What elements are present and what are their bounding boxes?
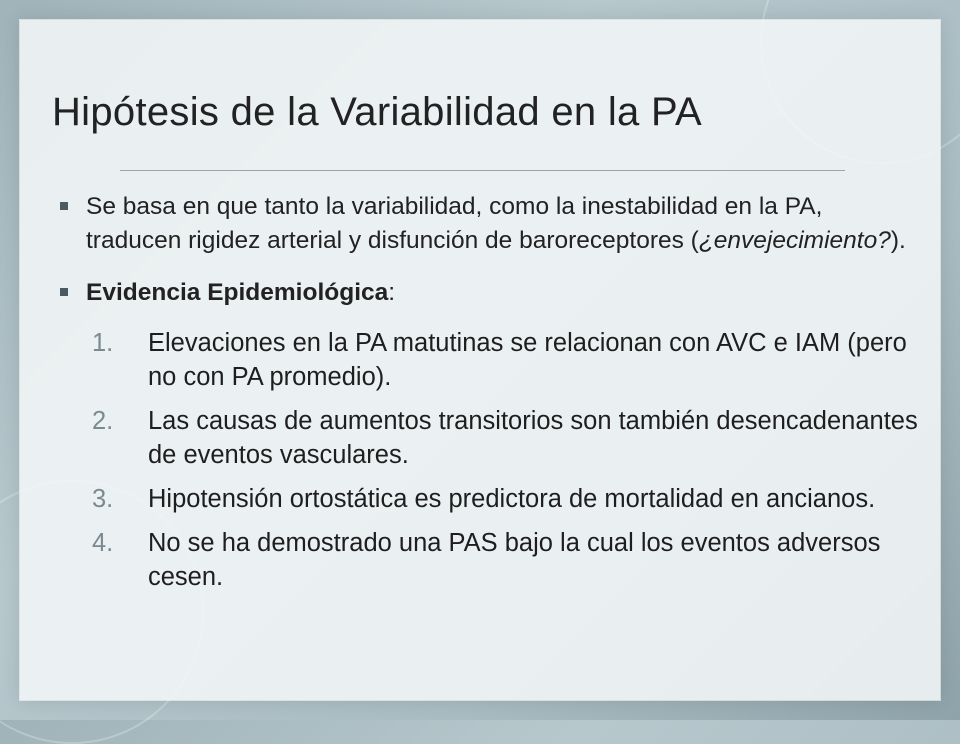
bullet-italic-text: ¿envejecimiento? bbox=[698, 227, 891, 254]
list-number: 2. bbox=[92, 407, 114, 435]
list-item bbox=[92, 404, 920, 472]
slide-content bbox=[60, 190, 920, 594]
numbered-list bbox=[92, 326, 920, 594]
list-number: 1. bbox=[92, 329, 114, 357]
bullet-colon: : bbox=[388, 279, 396, 306]
list-item bbox=[92, 326, 920, 394]
list-item-text: No se ha demostrado una PAS bajo la cual los eventos adversos cesen. bbox=[148, 529, 881, 591]
title-divider bbox=[120, 170, 845, 171]
square-bullet-icon bbox=[60, 288, 68, 296]
list-item bbox=[92, 482, 920, 516]
list-number: 4. bbox=[92, 529, 114, 557]
list-item-text: Elevaciones en la PA matutinas se relacionan con AVC e IAM (pero no con PA promedio). bbox=[148, 329, 907, 391]
list-number: 3. bbox=[92, 485, 114, 513]
slide-title: Hipótesis de la Variabilidad en la PA bbox=[52, 90, 702, 134]
list-item-text: Hipotensión ortostática es predictora de mortalidad en ancianos. bbox=[148, 485, 876, 513]
bullet-heading: Evidencia Epidemiológica bbox=[86, 279, 389, 306]
bullet-item bbox=[60, 276, 920, 310]
list-item-text: Las causas de aumentos transitorios son también desencadenantes de eventos vasculares. bbox=[148, 407, 918, 469]
list-item bbox=[92, 526, 920, 594]
bullet-item bbox=[60, 190, 920, 258]
bullet-text: Se basa en que tanto la variabilidad, como la inestabilidad en la PA, traducen rigidez arterial y disfunción de baroreceptores ( bbox=[86, 193, 823, 254]
slide-panel bbox=[20, 20, 940, 700]
square-bullet-icon bbox=[60, 202, 68, 210]
bullet-text-end: ). bbox=[890, 227, 906, 254]
